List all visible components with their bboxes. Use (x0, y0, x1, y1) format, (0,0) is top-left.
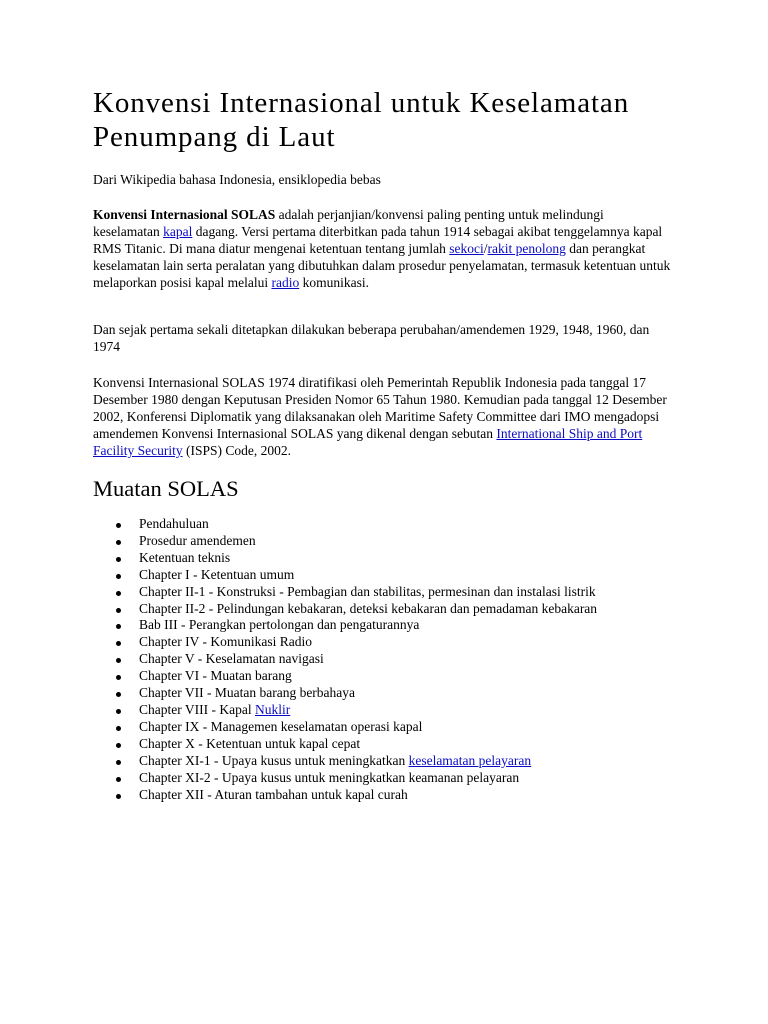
list-item (93, 668, 693, 685)
list-item-text: Chapter VI - Muatan barang (139, 668, 292, 684)
bullet-icon (116, 523, 121, 528)
list-item-text: Chapter I - Ketentuan umum (139, 566, 295, 582)
list-item-text: Ketentuan teknis (139, 549, 231, 565)
list-item (93, 685, 693, 702)
bullet-icon (116, 574, 121, 579)
bullet-icon (116, 608, 121, 613)
ratification-paragraph (93, 374, 673, 459)
list-item-link[interactable]: keselamatan pelayaran (408, 752, 532, 768)
list-item (93, 516, 693, 533)
list-item-text: Prosedur amendemen (139, 532, 256, 548)
intro-slash: / (483, 241, 488, 256)
list-item-text: Chapter V - Keselamatan navigasi (139, 651, 324, 667)
list-item (93, 702, 693, 719)
list-item (93, 567, 693, 584)
list-item-text: Chapter VII - Muatan barang berbahaya (139, 685, 356, 701)
list-item-text: Bab III - Perangkan pertolongan dan pengaturannya (139, 617, 420, 633)
list-item (93, 634, 693, 651)
link-rakit-penolong[interactable]: rakit penolong (487, 241, 566, 256)
link-sekoci[interactable]: sekoci (449, 241, 484, 256)
intro-bold-term: Konvensi Internasional SOLAS (93, 207, 276, 222)
solas-contents-list (93, 516, 693, 803)
bullet-icon (116, 675, 121, 680)
list-item (93, 787, 693, 804)
list-item (93, 584, 693, 601)
list-item (93, 617, 693, 634)
list-item-text: Chapter II-2 - Pelindungan kebakaran, deteksi kebakaran dan pemadaman kebakaran (139, 600, 598, 616)
bullet-icon (116, 624, 121, 629)
list-item (93, 651, 693, 668)
list-item (93, 753, 693, 770)
page-title: Konvensi Internasional untuk Keselamatan Penumpang di Laut (93, 87, 630, 153)
amendment-paragraph: Dan sejak pertama sekali ditetapkan dilakukan beberapa perubahan/amendemen 1929, 1948, 1960, dan 1974 (93, 322, 650, 354)
ratification-text-1: Konvensi Internasional SOLAS 1974 diratifikasi oleh Pemerintah Republik Indonesia pada tanggal 17 Desember 1980 dengan Keputusan Presiden Nomor 65 Tahun 1980. Kemudian pada tanggal 12 Desember 2002, Konferensi Diplomatik yang dilaksanakan oleh Maritime Safety Committee dari IMO mengadopsi amendemen Konvensi Internasional SOLAS yang dikenal dengan sebutan (93, 375, 667, 441)
list-item-text: Chapter II-1 - Konstruksi - Pembagian dan stabilitas, permesinan dan instalasi listrik (139, 583, 596, 599)
bullet-icon (116, 760, 121, 765)
list-item (93, 719, 693, 736)
bullet-icon (116, 777, 121, 782)
bullet-icon (116, 641, 121, 646)
list-item-text: Pendahuluan (139, 516, 209, 531)
bullet-icon (116, 743, 121, 748)
bullet-icon (116, 726, 121, 731)
ratification-text-2: (ISPS) Code, 2002. (182, 443, 291, 458)
list-item-text: Chapter X - Ketentuan untuk kapal cepat (139, 735, 361, 751)
article (93, 86, 673, 802)
list-item-text: Chapter VIII - Kapal (139, 701, 255, 717)
link-isps[interactable]: International Ship and Port Facility Security (93, 426, 643, 458)
intro-text-1: adalah perjanjian/konvensi paling penting untuk melindungi keselamatan (93, 207, 604, 239)
link-kapal[interactable]: kapal (163, 224, 193, 239)
intro-text-4: komunikasi. (299, 275, 369, 290)
section-heading: Muatan SOLAS (93, 476, 239, 501)
list-item (93, 770, 693, 787)
list-item-text: Chapter XI-2 - Upaya kusus untuk meningkatkan keamanan pelayaran (139, 769, 520, 785)
bullet-icon (116, 709, 121, 714)
list-item-text: Chapter IV - Komunikasi Radio (139, 634, 312, 650)
intro-text-2: dagang. Versi pertama diterbitkan pada tahun 1914 sebagai akibat tenggelamnya kapal RMS Titanic. Di mana diatur mengenai ketentuan tentang jumlah (93, 224, 663, 256)
list-item (93, 533, 693, 550)
list-item-text: Chapter XII - Aturan tambahan untuk kapal curah (139, 786, 408, 802)
bullet-icon (116, 692, 121, 697)
list-item (93, 550, 693, 567)
list-item (93, 601, 693, 618)
intro-text-3: dan perangkat keselamatan lain serta peralatan yang dibutuhkan dalam prosedur penyelamatan, termasuk ketentuan untuk melaporkan posisi kapal melalui (93, 241, 671, 290)
list-item (93, 736, 693, 753)
list-item-text: Chapter XI-1 - Upaya kusus untuk meningkatkan (139, 752, 409, 768)
bullet-icon (116, 591, 121, 596)
link-radio[interactable]: radio (271, 275, 300, 290)
bullet-icon (116, 540, 121, 545)
bullet-icon (116, 658, 121, 663)
bullet-icon (116, 794, 121, 799)
list-item-text: Chapter IX - Managemen keselamatan operasi kapal (139, 718, 423, 734)
intro-paragraph (93, 206, 673, 291)
bullet-icon (116, 557, 121, 562)
list-item-link[interactable]: Nuklir (254, 701, 291, 717)
page-subtitle: Dari Wikipedia bahasa Indonesia, ensiklopedia bebas (93, 172, 381, 187)
